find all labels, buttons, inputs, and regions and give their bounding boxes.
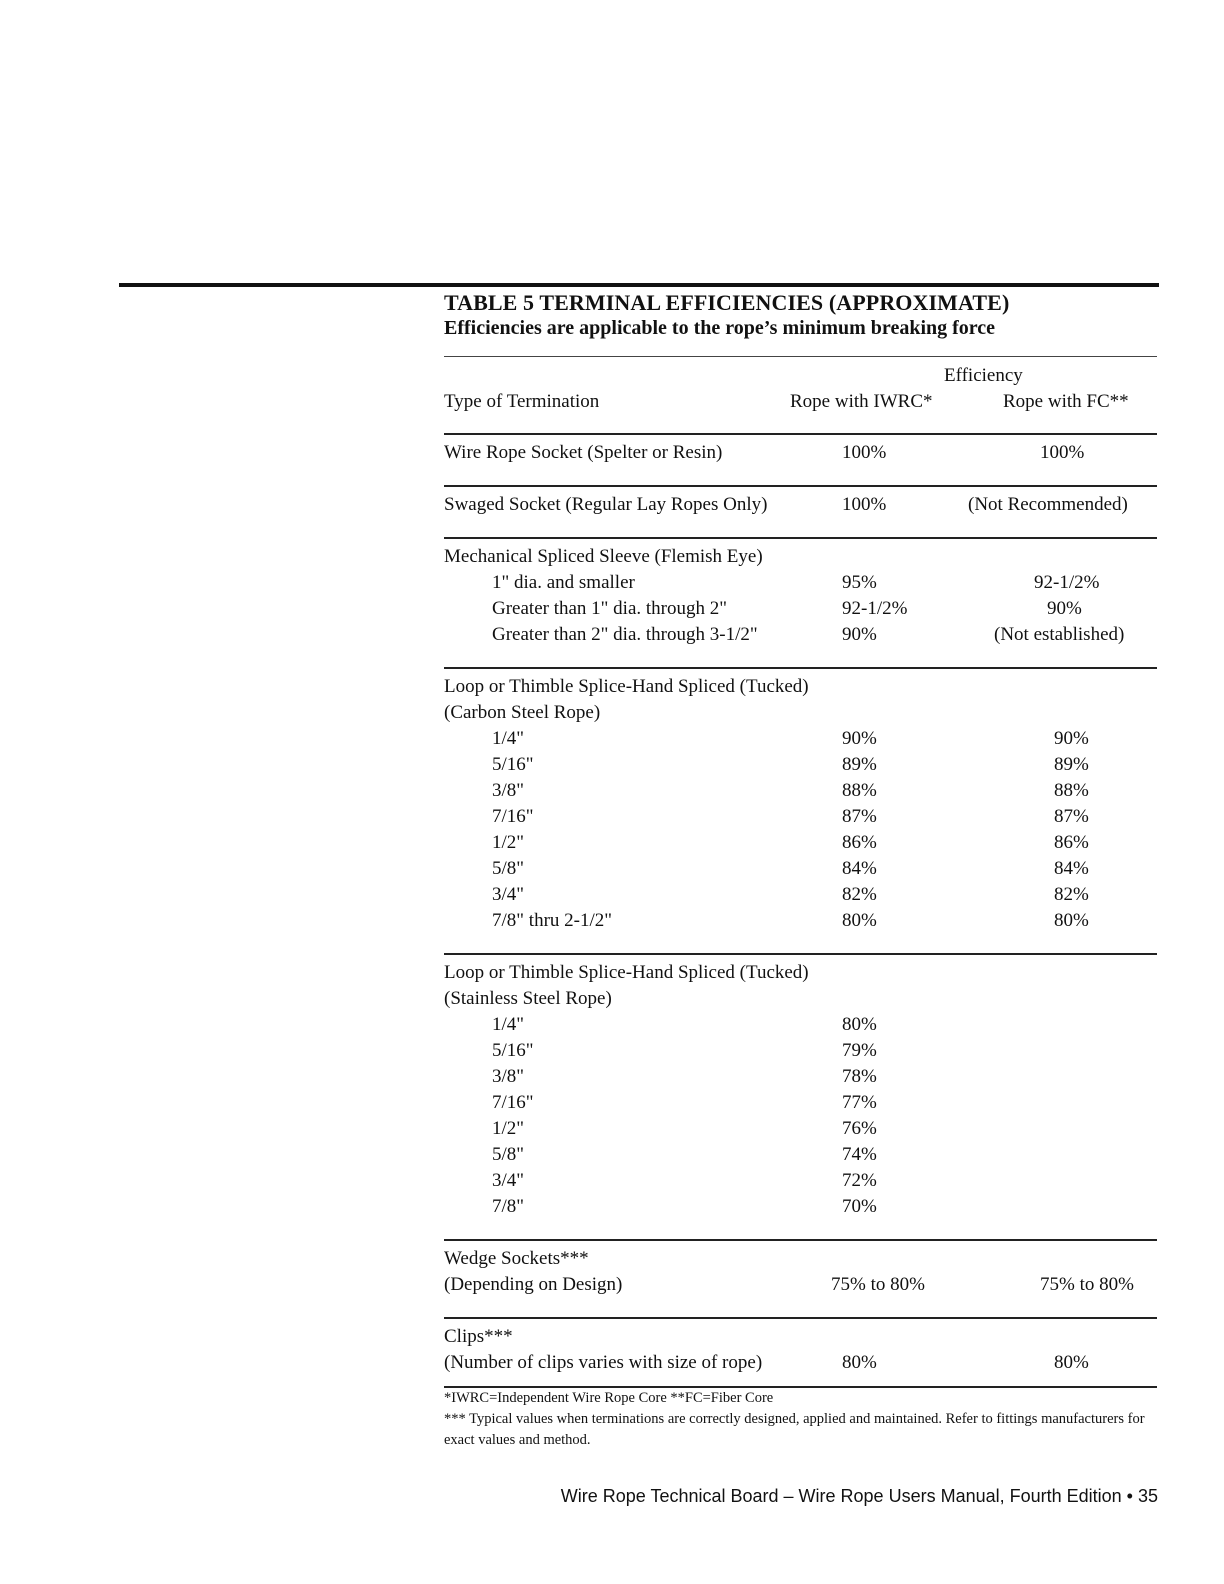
row-iwrc: 80% <box>842 1014 877 1035</box>
row-fc: 88% <box>1054 780 1089 801</box>
table-row <box>444 1246 1157 1272</box>
table-title: TABLE 5 TERMINAL EFFICIENCIES (APPROXIMATE) <box>444 290 1010 315</box>
header-row-efficiency <box>444 363 1157 389</box>
row-label: 7/16" <box>492 1092 534 1113</box>
row-iwrc: 75% to 80% <box>831 1274 925 1295</box>
row-fc: 89% <box>1054 754 1089 775</box>
row-fc: 84% <box>1054 858 1089 879</box>
table-row <box>444 1272 1157 1298</box>
table-row <box>444 908 1157 934</box>
table-row <box>444 1116 1157 1142</box>
row-label: Wedge Sockets*** <box>444 1248 589 1269</box>
table-row <box>444 570 1157 596</box>
header-efficiency: Efficiency <box>944 365 1023 386</box>
table-subtitle: Efficiencies are applicable to the rope’s minimum breaking force <box>444 317 996 339</box>
row-label: Mechanical Spliced Sleeve (Flemish Eye) <box>444 546 763 567</box>
table-row <box>444 1142 1157 1168</box>
footnote-typical-values: *** Typical values when terminations are correctly designed, applied and maintained. Refer to fittings manufacturers for exact values and method. <box>444 1411 1145 1448</box>
row-label: (Carbon Steel Rope) <box>444 702 601 723</box>
row-label: 1/2" <box>492 832 525 853</box>
row-iwrc: 77% <box>842 1092 877 1113</box>
table-row <box>444 700 1157 726</box>
row-iwrc: 80% <box>842 910 877 931</box>
table-row <box>444 440 1157 466</box>
row-label: 7/8" <box>492 1196 525 1217</box>
row-fc: 86% <box>1054 832 1089 853</box>
row-iwrc: 88% <box>842 780 877 801</box>
row-fc: 87% <box>1054 806 1089 827</box>
table-row <box>444 1324 1157 1350</box>
row-iwrc: 86% <box>842 832 877 853</box>
table-row <box>444 830 1157 856</box>
row-iwrc: 70% <box>842 1196 877 1217</box>
row-fc: (Not Recommended) <box>968 494 1128 515</box>
table-row <box>444 622 1157 648</box>
table-row <box>444 960 1157 986</box>
table-row <box>444 1012 1157 1038</box>
row-fc: 92-1/2% <box>1034 572 1100 593</box>
table-titles <box>444 290 1159 340</box>
table-row <box>444 544 1157 570</box>
row-label: Greater than 1" dia. through 2" <box>492 598 727 619</box>
table-row <box>444 1090 1157 1116</box>
row-fc: 90% <box>1047 598 1082 619</box>
row-iwrc: 72% <box>842 1170 877 1191</box>
header-fc: Rope with FC** <box>1003 391 1129 412</box>
row-label: (Stainless Steel Rope) <box>444 988 612 1009</box>
row-iwrc: 95% <box>842 572 877 593</box>
row-iwrc: 100% <box>842 494 887 515</box>
row-fc: 80% <box>1054 910 1089 931</box>
row-iwrc: 92-1/2% <box>842 598 908 619</box>
footnotes <box>444 1388 1159 1451</box>
row-label: Loop or Thimble Splice-Hand Spliced (Tucked) <box>444 962 809 983</box>
table-row <box>444 492 1157 518</box>
row-fc: 100% <box>1040 442 1085 463</box>
row-label: Greater than 2" dia. through 3-1/2" <box>492 624 758 645</box>
row-label: 5/16" <box>492 1040 534 1061</box>
row-fc: 80% <box>1054 1352 1089 1373</box>
row-label: 7/8" thru 2-1/2" <box>492 910 613 931</box>
table-row <box>444 804 1157 830</box>
row-label: 3/8" <box>492 1066 525 1087</box>
table-row <box>444 1350 1157 1376</box>
row-label: Swaged Socket (Regular Lay Ropes Only) <box>444 494 768 515</box>
table-row <box>444 596 1157 622</box>
row-label: 1/4" <box>492 1014 525 1035</box>
row-label: 1" dia. and smaller <box>492 572 635 593</box>
header-row-columns <box>444 389 1157 415</box>
table-row <box>444 1038 1157 1064</box>
row-iwrc: 80% <box>842 1352 877 1373</box>
footnote-abbreviations: *IWRC=Independent Wire Rope Core **FC=Fiber Core <box>444 1390 774 1406</box>
row-label: 5/8" <box>492 858 525 879</box>
table-row <box>444 986 1157 1012</box>
row-iwrc: 78% <box>842 1066 877 1087</box>
row-fc: 75% to 80% <box>1040 1274 1134 1295</box>
row-label: 5/8" <box>492 1144 525 1165</box>
row-fc: 82% <box>1054 884 1089 905</box>
table-row <box>444 674 1157 700</box>
top-rule <box>119 283 1159 287</box>
row-iwrc: 84% <box>842 858 877 879</box>
row-label: 1/2" <box>492 1118 525 1139</box>
header-iwrc: Rope with IWRC* <box>790 391 933 412</box>
row-iwrc: 100% <box>842 442 887 463</box>
row-label: Clips*** <box>444 1326 513 1347</box>
row-label: 7/16" <box>492 806 534 827</box>
table-row <box>444 1194 1157 1220</box>
row-label: 1/4" <box>492 728 525 749</box>
efficiency-table <box>444 356 1157 1388</box>
table-row <box>444 856 1157 882</box>
row-fc: 90% <box>1054 728 1089 749</box>
table-row <box>444 726 1157 752</box>
row-label: 3/8" <box>492 780 525 801</box>
row-iwrc: 89% <box>842 754 877 775</box>
row-label: 3/4" <box>492 884 525 905</box>
row-label: Wire Rope Socket (Spelter or Resin) <box>444 442 723 463</box>
page-footer: Wire Rope Technical Board – Wire Rope Users Manual, Fourth Edition • 35 <box>560 1486 1158 1506</box>
row-label: Loop or Thimble Splice-Hand Spliced (Tucked) <box>444 676 809 697</box>
header-type: Type of Termination <box>444 391 600 412</box>
table-row <box>444 1064 1157 1090</box>
row-iwrc: 87% <box>842 806 877 827</box>
row-iwrc: 76% <box>842 1118 877 1139</box>
table-row <box>444 778 1157 804</box>
table-row <box>444 882 1157 908</box>
row-iwrc: 82% <box>842 884 877 905</box>
row-label: 3/4" <box>492 1170 525 1191</box>
row-iwrc: 90% <box>842 728 877 749</box>
row-label: 5/16" <box>492 754 534 775</box>
row-iwrc: 74% <box>842 1144 877 1165</box>
row-label: (Depending on Design) <box>444 1274 623 1295</box>
row-fc: (Not established) <box>994 624 1125 645</box>
row-label: (Number of clips varies with size of rope) <box>444 1352 763 1373</box>
row-iwrc: 90% <box>842 624 877 645</box>
table-row <box>444 1168 1157 1194</box>
row-iwrc: 79% <box>842 1040 877 1061</box>
table-row <box>444 752 1157 778</box>
